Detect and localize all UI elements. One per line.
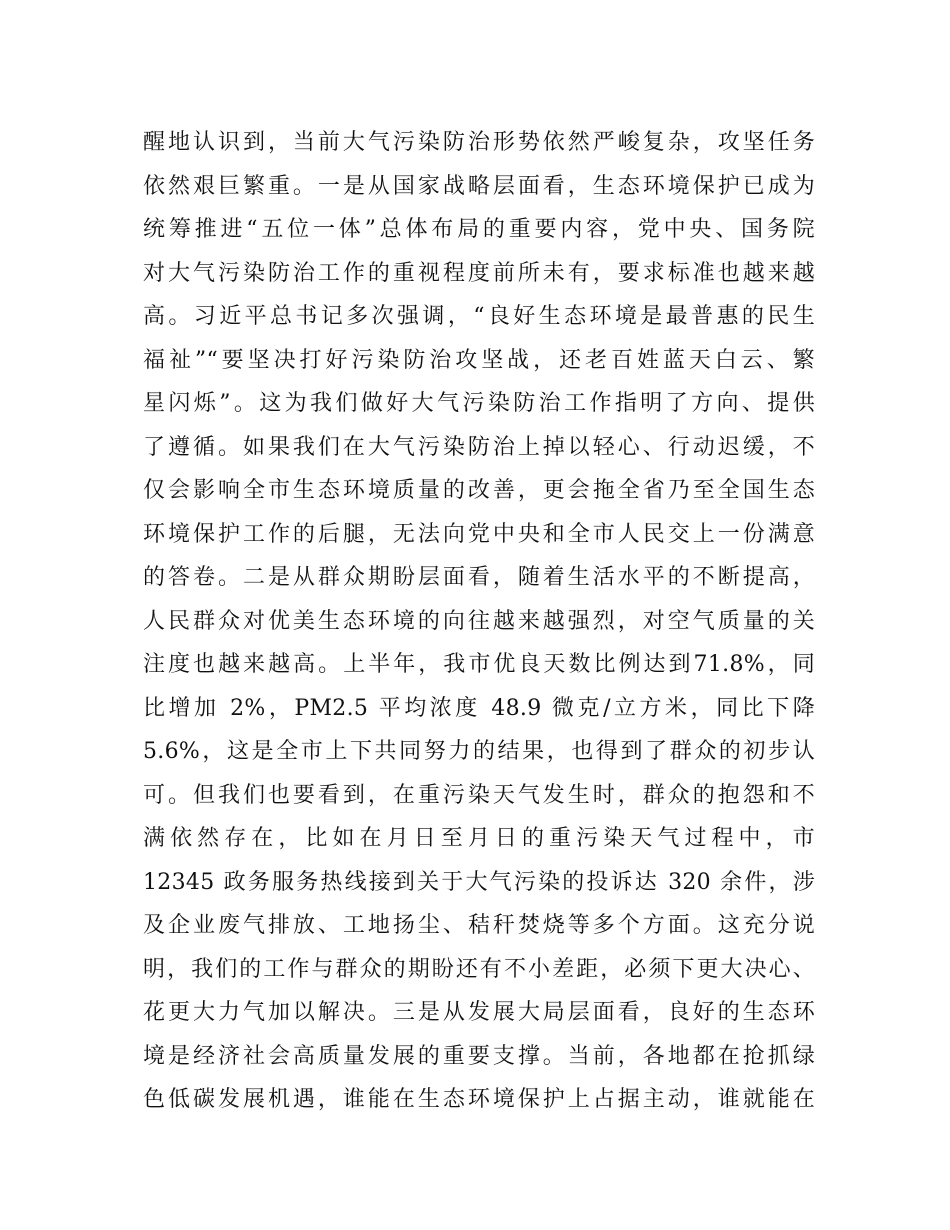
text-line: 满依然存在，比如在月日至月日的重污染天气过程中，市 xyxy=(143,826,815,851)
text-line: 依然艰巨繁重。一是从国家战略层面看，生态环境保护已成为 xyxy=(143,173,815,199)
text-line: 高。习近平总书记多次强调，“良好生态环境是最普惠的民生 xyxy=(143,304,815,329)
text-line: 星闪烁”。这为我们做好大气污染防治工作指明了方向、提供 xyxy=(143,391,815,416)
body-paragraph xyxy=(143,121,815,1122)
text-line: 环境保护工作的后腿，无法向党中央和全市人民交上一份满意 xyxy=(143,521,815,547)
text-line: 比增加 2%，PM2.5 平均浓度 48.9 微克/立方米，同比下降 xyxy=(143,695,815,721)
text-line: 统筹推进“五位一体”总体布局的重要内容，党中央、国务院 xyxy=(143,217,815,242)
text-line: 12345 政务服务热线接到关于大气污染的投诉达 320 余件，涉 xyxy=(143,869,815,895)
text-line: 境是经济社会高质量发展的重要支撑。当前，各地都在抢抓绿 xyxy=(143,1043,815,1069)
text-line: 的答卷。二是从群众期盼层面看，随着生活水平的不断提高， xyxy=(143,565,815,590)
text-line: 5.6%，这是全市上下共同努力的结果，也得到了群众的初步认 xyxy=(143,739,815,764)
text-line: 色低碳发展机遇，谁能在生态环境保护上占据主动，谁就能在 xyxy=(143,1087,815,1112)
text-line: 明，我们的工作与群众的期盼还有不小差距，必须下更大决心、 xyxy=(143,956,815,982)
text-line: 对大气污染防治工作的重视程度前所未有，要求标准也越来越 xyxy=(143,260,815,286)
text-line: 了遵循。如果我们在大气污染防治上掉以轻心、行动迟缓，不 xyxy=(143,434,815,460)
text-line: 及企业废气排放、工地扬尘、秸秆焚烧等多个方面。这充分说 xyxy=(143,913,815,938)
text-line: 福祉”“要坚决打好污染防治攻坚战，还老百姓蓝天白云、繁 xyxy=(143,347,815,373)
text-line: 注度也越来越高。上半年，我市优良天数比例达到71.8%，同 xyxy=(143,652,815,677)
text-line: 可。但我们也要看到，在重污染天气发生时，群众的抱怨和不 xyxy=(143,782,815,808)
text-line: 人民群众对优美生态环境的向往越来越强烈，对空气质量的关 xyxy=(143,608,815,634)
text-line: 醒地认识到，当前大气污染防治形势依然严峻复杂，攻坚任务 xyxy=(143,130,815,155)
text-line: 花更大力气加以解决。三是从发展大局层面看，良好的生态环 xyxy=(143,1000,815,1025)
text-line: 仅会影响全市生态环境质量的改善，更会拖全省乃至全国生态 xyxy=(143,478,815,503)
